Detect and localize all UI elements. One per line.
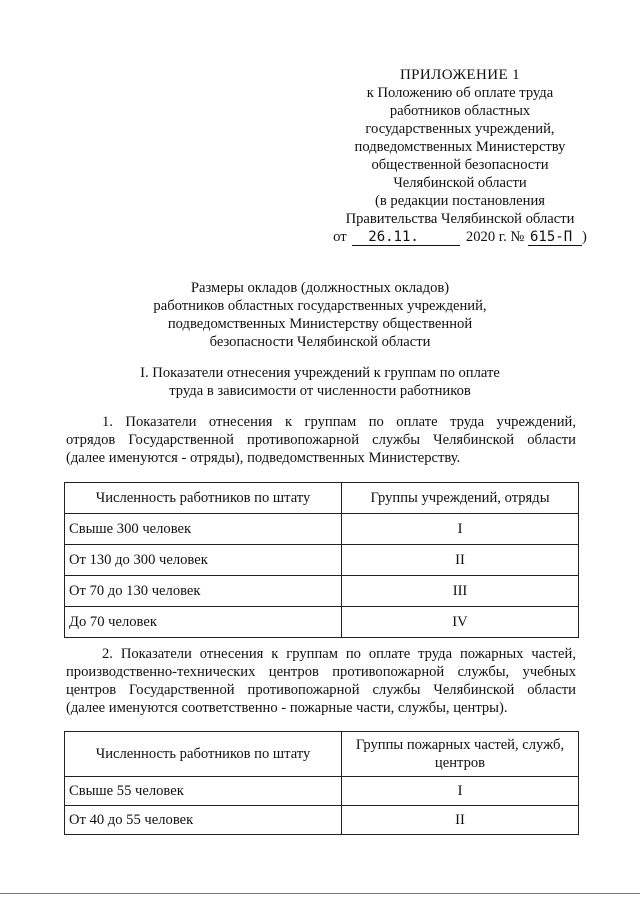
table-row	[65, 607, 579, 638]
appendix-line: Правительства Челябинской области	[345, 211, 575, 227]
date-close: )	[581, 229, 587, 245]
table-cell: До 70 человек	[65, 607, 342, 638]
table-row	[65, 545, 579, 576]
table-cell: II	[342, 545, 579, 576]
date-prefix: от	[333, 229, 347, 245]
table-cell: IV	[342, 607, 579, 638]
table-header-row	[65, 732, 579, 777]
appendix-line: подведомственных Министерству	[354, 139, 566, 155]
heading-line: Размеры окладов (должностных окладов)	[190, 280, 450, 296]
paragraph-line: 1. Показатели отнесения к группам по оплате труда учреждений,	[102, 414, 576, 430]
table-cell: III	[342, 576, 579, 607]
scan-edge-divider	[0, 893, 640, 894]
paragraph-2	[66, 645, 576, 717]
resolution-number: 615-П	[528, 230, 582, 246]
table-cell: От 130 до 300 человек	[65, 545, 342, 576]
appendix-title: ПРИЛОЖЕНИЕ 1	[399, 67, 521, 83]
table-cell: Свыше 300 человек	[65, 514, 342, 545]
paragraph-line: (далее именуются соответственно - пожарные части, службы, центры).	[66, 700, 508, 716]
appendix-line: работников областных	[389, 103, 531, 119]
table-fire-unit-groups	[64, 731, 579, 835]
paragraph-line: 2. Показатели отнесения к группам по оплате труда пожарных частей,	[102, 646, 576, 662]
table-institution-groups	[64, 482, 579, 638]
column-header: Группы пожарных частей, служб, центров	[342, 732, 579, 777]
table-cell: I	[342, 514, 579, 545]
appendix-line: к Положению об оплате труда	[366, 85, 554, 101]
appendix-block	[330, 66, 590, 246]
table-row	[65, 806, 579, 835]
table-cell: Свыше 55 человек	[65, 777, 342, 806]
section-line: I. Показатели отнесения учреждений к группам по оплате	[140, 365, 500, 381]
appendix-line: общественной безопасности	[371, 157, 549, 173]
appendix-line: (в редакции постановления	[375, 193, 545, 209]
appendix-line: государственных учреждений,	[365, 121, 555, 137]
appendix-line: Челябинской области	[393, 175, 527, 191]
section-heading	[110, 364, 530, 400]
paragraph-line: отрядов Государственной противопожарной службы Челябинской области	[66, 432, 576, 448]
date-year: 2020 г. №	[465, 229, 525, 245]
document-heading	[120, 279, 520, 351]
table-cell: I	[342, 777, 579, 806]
table-row	[65, 576, 579, 607]
paragraph-line: центров Государственной противопожарной службы Челябинской области	[66, 682, 576, 698]
heading-line: безопасности Челябинской области	[209, 334, 431, 350]
table-cell: II	[342, 806, 579, 835]
paragraph-line: (далее именуются - отряды), подведомственных Министерству.	[66, 450, 461, 466]
heading-line: подведомственных Министерству общественной	[167, 316, 473, 332]
column-header: Численность работников по штату	[65, 483, 342, 514]
table-row	[65, 777, 579, 806]
column-header: Группы учреждений, отряды	[342, 483, 579, 514]
resolution-date-line	[330, 228, 590, 246]
column-header: Численность работников по штату	[65, 732, 342, 777]
resolution-date: 26.11.	[352, 230, 460, 246]
table-cell: От 70 до 130 человек	[65, 576, 342, 607]
paragraph-line: производственно-технических центров противопожарной службы, учебных	[66, 664, 576, 680]
table-row	[65, 514, 579, 545]
section-line: труда в зависимости от численности работников	[169, 383, 471, 399]
table-header-row	[65, 483, 579, 514]
heading-line: работников областных государственных учреждений,	[153, 298, 487, 314]
paragraph-1	[66, 413, 576, 467]
table-cell: От 40 до 55 человек	[65, 806, 342, 835]
